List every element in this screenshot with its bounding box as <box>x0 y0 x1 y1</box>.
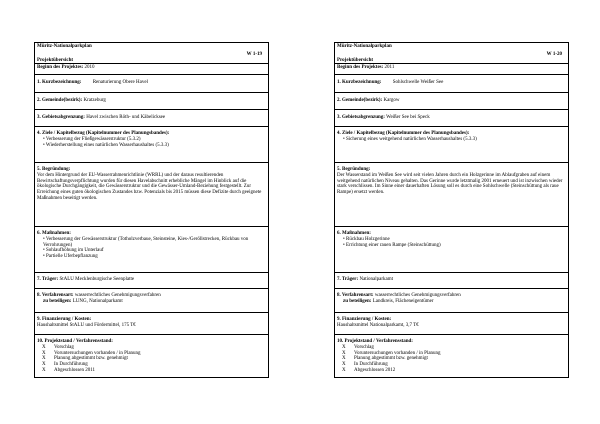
status-row: X Voruntersuchungen vorhanden / in Planung <box>42 350 141 356</box>
status-row: X In Durchführung <box>42 362 88 368</box>
section-9: 9. Finanzierung / Kosten: Haushaltsmittel Nationalparkamt, 3,7 T€ <box>335 313 568 335</box>
participants: LUNG, Nationalparkamt <box>72 298 123 304</box>
short-name: Sohlschwelle Weißer See <box>392 80 444 85</box>
section-6: 6. Maßnahmen: • Rückbau Holzgerinne • Errichtung einer rauen Rampe (Steinschüttung) <box>335 227 568 273</box>
list-item: • Sohlaufhöhung im Unterlauf <box>43 248 266 254</box>
status-row: X Planung abgestimmt bzw. genehmigt <box>42 356 128 362</box>
measures-list <box>37 237 266 260</box>
report-type: Projektübersicht <box>37 58 74 63</box>
section-4: 4. Ziele / Kapitelbezug (Kapitelnummer des Planungsbandes): • Sicherung eines weitgehend natürlichen Wasserhaushaltes (5.3.3) <box>335 127 568 163</box>
section-3: 3. Gebietsabgrenzung: Weißer See bei Speck <box>335 110 568 127</box>
funding: Haushaltsmittel StALU und Fördermittel, 175 T€ <box>37 322 136 328</box>
section-7: 7. Träger: Nationalparkamt <box>335 273 568 289</box>
section-10: 10. Projektstand / Verfahrensstand: X Vorschlag X Voruntersuchungen vorhanden / in Planung X Planung abgestimmt bzw. genehmigt X In Durchführung X Abgeschlossen 2012 <box>335 335 568 377</box>
project-start-value: 2010 <box>84 65 95 70</box>
report-type: Projektübersicht <box>337 58 374 63</box>
justification-text: Vor dem Hintergrund der EU-Wasserrahmenrichtlinie (WRRL) und der daraus resultierenden Bewirtschaftungsverpflichtung wurden für diesen Havelabschnitt erhebliche Mängel im Hinblick auf die ökologische Durchgängigkeit, die Gewässerstruktur und die Gewässer-Umland-Beziehung festgestellt. Zur Erreichung eines guten ökologischen Zustandes bzw. Potenzials bis 2015 müssen diese Defizite durch geeignete Maßnahmen beseitigt werden. <box>37 172 262 201</box>
procedure-type: wasserrechtliches Genehmigungsverfahren <box>374 293 461 298</box>
section-2: 2. Gemeinde(bezirk): Kargow <box>335 93 568 110</box>
status-row: X Vorschlag <box>42 344 74 350</box>
justification-text: Der Wasserstand im Weißen See wird seit vielen Jahren durch ein Holzgerinne im Ablaufgraben auf einem weitgehend natürlichen Niveau gehalten. Das Gerinne wurde letztmalig 2001 erneuert und ist inzwischen wieder stark verschlissen. Im Sinne einer dauerhaften Lösung soll es durch eine Sohlschwelle (Steinschüttung als raue Rampe) ersetzt werden. <box>337 172 563 196</box>
section-8: 8. Verfahrensart: wasserrechtliches Genehmigungsverfahren zu beteiligen: Landkreis, Flächeneigentümer <box>335 289 568 313</box>
project-start: Beginn des Projektes: 2011 <box>335 64 568 75</box>
sheet-header <box>35 43 268 64</box>
list-item: • Errichtung einer rauen Rampe (Steinschüttung) <box>343 243 566 249</box>
measures-list <box>337 237 566 249</box>
status-row: X Vorschlag <box>342 344 374 350</box>
municipality: Kargow <box>383 98 400 103</box>
section-8: 8. Verfahrensart: wasserrechtliches Genehmigungsverfahren zu beteiligen: LUNG, Nationalparkamt <box>35 289 268 313</box>
area-boundary: Weißer See bei Speck <box>386 115 430 120</box>
sponsor: StALU Mecklenburgische Seenplatte <box>59 277 135 282</box>
status-row: X Abgeschlossen 2012 <box>342 367 396 373</box>
procedure-type: wasserrechtliches Genehmigungsverfahren <box>74 293 161 298</box>
sheet-header <box>335 43 568 64</box>
section-4: 4. Ziele / Kapitelbezug (Kapitelnummer des Planungsbandes): • Verbesserung der Fließgewässerstruktur (5.3.2) • Wiederherstellung eines natürlichen Wasserhaushaltes (5.3.3) <box>35 127 268 163</box>
list-item: • Wiederherstellung eines natürlichen Wasserhaushaltes (5.3.3) <box>43 143 266 149</box>
municipality: Kratzeburg <box>83 98 106 103</box>
sheet-number: W 1-19 <box>246 52 262 57</box>
status-row: X Voruntersuchungen vorhanden / in Planung <box>342 350 441 356</box>
list-item: • Rückbau Holzgerinne <box>343 237 566 243</box>
section-2: 2. Gemeinde(bezirk): Kratzeburg <box>35 93 268 110</box>
section-1: 1. Kurzbezeichnung: Renaturierung Obere Havel <box>35 75 268 93</box>
project-start-value: 2011 <box>384 65 395 70</box>
list-item: • Sicherung eines weitgehend natürlichen Wasserhaushaltes (5.3.3) <box>343 137 566 143</box>
section-3: 3. Gebietsabgrenzung: Havel zwischen Röth- und Käbelicksee <box>35 110 268 127</box>
section-7: 7. Träger: StALU Mecklenburgische Seenplatte <box>35 273 268 289</box>
short-name: Renaturierung Obere Havel <box>92 80 148 85</box>
project-sheet-w1-19 <box>34 42 269 378</box>
participants: Landkreis, Flächeneigentümer <box>372 298 434 304</box>
funding: Haushaltsmittel Nationalparkamt, 3,7 T€ <box>337 322 419 328</box>
goals-list <box>337 137 566 143</box>
plan-title: Müritz-Nationalparkplan <box>37 44 92 49</box>
goals-list <box>37 137 266 149</box>
section-5: 5. Begründung: Der Wasserstand im Weißen See wird seit vielen Jahren durch ein Holzgerinne im Ablaufgraben auf einem weitgehend natürlichen Niveau gehalten. Das Gerinne wurde letztmalig 2001 erneuert und ist inzwischen wieder stark verschlissen. Im Sinne einer dauerhaften Lösung soll es durch eine Sohlschwelle (Steinschüttung als raue Rampe) ersetzt werden. <box>335 163 568 227</box>
project-start: Beginn des Projektes: 2010 <box>35 64 268 75</box>
status-row: X In Durchführung <box>342 362 388 368</box>
project-sheet-w1-20 <box>334 42 569 378</box>
plan-title: Müritz-Nationalparkplan <box>337 44 392 49</box>
section-1: 1. Kurzbezeichnung: Sohlschwelle Weißer See <box>335 75 568 93</box>
section-10: 10. Projektstand / Verfahrensstand: X Vorschlag X Voruntersuchungen vorhanden / in Planung X Planung abgestimmt bzw. genehmigt X In Durchführung X Abgeschlossen 2011 <box>35 335 268 377</box>
section-5: 5. Begründung: Vor dem Hintergrund der EU-Wasserrahmenrichtlinie (WRRL) und der daraus resultierenden Bewirtschaftungsverpflichtung wurden für diesen Havelabschnitt erhebliche Mängel im Hinblick auf die ökologische Durchgängigkeit, die Gewässerstruktur und die Gewässer-Umland-Beziehung festgestellt. Zur Erreichung eines guten ökologischen Zustandes bzw. Potenzials bis 2015 müssen diese Defizite durch geeignete Maßnahmen beseitigt werden. <box>35 163 268 227</box>
list-item: • Partielle Uferbepflanzung <box>43 254 266 260</box>
sponsor: Nationalparkamt <box>359 277 394 282</box>
list-item: • Verbesserung der Fließgewässerstruktur (5.3.2) <box>43 137 266 143</box>
status-row: X Planung abgestimmt bzw. genehmigt <box>342 356 428 362</box>
area-boundary: Havel zwischen Röth- und Käbelicksee <box>86 115 166 120</box>
section-9: 9. Finanzierung / Kosten: Haushaltsmittel StALU und Fördermittel, 175 T€ <box>35 313 268 335</box>
sheet-number: W 1-20 <box>546 52 562 57</box>
section-6: 6. Maßnahmen: • Verbesserung der Gewässerstruktur (Totholzverbaue, Steinsteine, Kies-/Geröllstrecken, Rückbau von Verrohrungen) • Sohlaufhöhung im Unterlauf • Partielle Uferbepflanzung <box>35 227 268 273</box>
list-item: • Verbesserung der Gewässerstruktur (Totholzverbaue, Steinsteine, Kies-/Geröllstrecken, Rückbau von Verrohrungen) <box>43 237 266 249</box>
status-row: X Abgeschlossen 2011 <box>42 367 96 373</box>
